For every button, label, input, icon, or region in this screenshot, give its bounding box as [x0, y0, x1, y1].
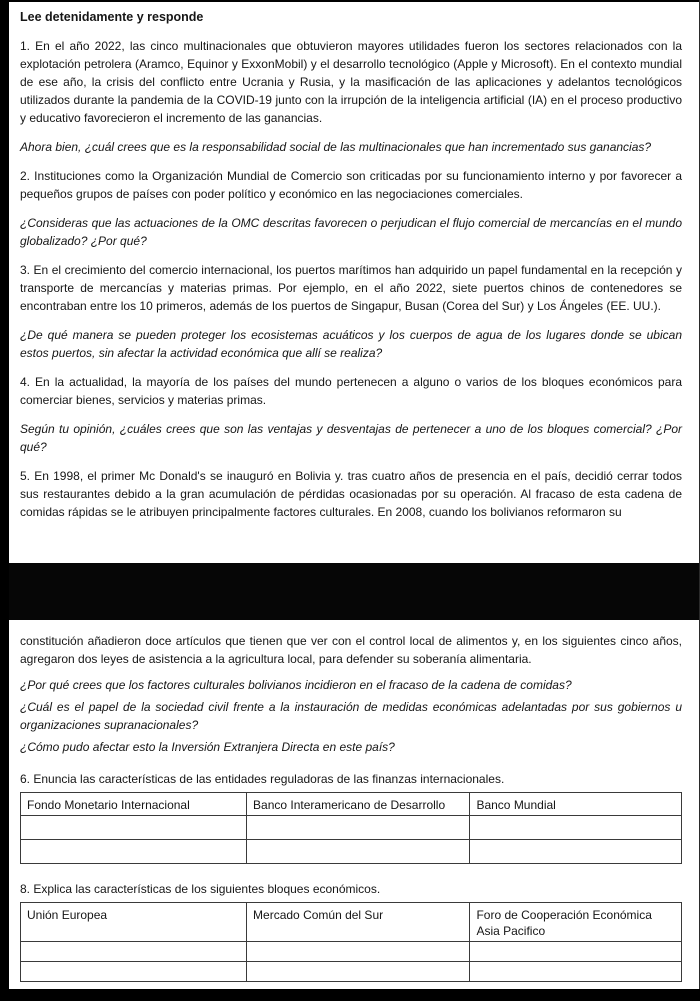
exercise-4-text: 4. En la actualidad, la mayoría de los países del mundo pertenecen a alguno o varios de los bloques económicos para comerciar bienes, servicios y materias primas. [20, 375, 682, 407]
economic-blocs-table [20, 902, 682, 982]
answer-cell [21, 942, 247, 962]
answer-row [21, 840, 682, 864]
answer-cell [247, 942, 470, 962]
exercise-5-text-part-1: 5. En 1998, el primer Mc Donald's se inauguró en Bolivia y. tras cuatro años de presencia en el país, decidió cerrar todos sus restaurantes debido a la gran acumulación de pérdidas ocasionadas por su operación. Al fracaso de esta cadena de comidas rápidas se le atribuyen principalmente factores culturales. En 2008, cuando los bolivianos reformaron su [20, 469, 682, 519]
scan-edge-left [0, 0, 9, 1001]
header-cell-bid: Banco Interamericano de Desarrollo [247, 793, 470, 816]
header-cell-fmi: Fondo Monetario Internacional [21, 793, 247, 816]
exercise-1-text: 1. En el año 2022, las cinco multinacionales que obtuvieron mayores utilidades fueron los sectores relacionados con la explotación petrolera (Aramco, Equinor y ExxonMobil) y el desarrollo tecnológico (Apple y Microsoft). En el contexto mundial de ese año, la crisis del conflicto entre Ucrania y Rusia, y la masificación de las aplicaciones y adelantos tecnológicos utilizados durante la pandemia de la COVID-19 junto con la irrupción de la inteligencia artificial (IA) en el proceso productivo y educativo favorecieron el incremento de las ganancias. [20, 39, 682, 125]
answer-cell [21, 962, 247, 982]
header-cell-apec: Foro de Cooperación Económica Asia Pacifico [470, 903, 682, 942]
answer-cell [470, 816, 682, 840]
page-title: Lee detenidamente y responde [20, 10, 204, 24]
exercise-5-text-part-2: constitución añadieron doce artículos que tienen que ver con el control local de alimentos y, en los siguientes cinco años, agregaron dos leyes de asistencia a la agricultura local, para defender su soberanía alimentaria. [20, 634, 682, 666]
answer-row [21, 942, 682, 962]
answer-cell [470, 962, 682, 982]
header-cell-union-europea: Unión Europea [21, 903, 247, 942]
exercise-5-question-2: ¿Cuál es el papel de la sociedad civil frente a la instauración de medidas económicas adelantadas por sus gobiernos u organizaciones supranacionales? [20, 700, 682, 732]
header-cell-banco-mundial: Banco Mundial [470, 793, 682, 816]
exercise-4-question: Según tu opinión, ¿cuáles crees que son las ventajas y desventajas de pertenecer a uno de los bloques comercial? ¿Por qué? [20, 422, 682, 454]
exercise-2-question: ¿Consideras que las actuaciones de la OMC descritas favorecen o perjudican el flujo comercial de mercancías en el mundo globalizado? ¿Por qué? [20, 216, 682, 248]
finance-entities-header-row [21, 793, 682, 816]
answer-cell [470, 840, 682, 864]
exercise-1-question: Ahora bien, ¿cuál crees que es la responsabilidad social de las multinacionales que han incrementado sus ganancias? [20, 140, 652, 154]
page-break-band [0, 563, 700, 620]
exercise-3-question: ¿De qué manera se pueden proteger los ecosistemas acuáticos y los cuerpos de agua de los lugares donde se ubican estos puertos, sin afectar la actividad económica que allí se realiza? [20, 328, 682, 360]
answer-row [21, 962, 682, 982]
header-cell-mercosur: Mercado Común del Sur [247, 903, 470, 942]
answer-cell [21, 816, 247, 840]
economic-blocs-header-row [21, 903, 682, 942]
answer-row [21, 816, 682, 840]
answer-cell [247, 962, 470, 982]
answer-cell [21, 840, 247, 864]
scan-edge-bottom [0, 989, 700, 1001]
finance-entities-table [20, 792, 682, 864]
scan-edge-top [0, 0, 700, 2]
exercise-2-text: 2. Instituciones como la Organización Mundial de Comercio son criticadas por su funcionamiento interno y por favorecer a pequeños grupos de países con poder político y económico en las negociaciones comerciales. [20, 169, 682, 201]
answer-cell [247, 840, 470, 864]
exercise-6-text: 6. Enuncia las características de las entidades reguladoras de las finanzas internacionales. [20, 772, 505, 786]
answer-cell [247, 816, 470, 840]
exercise-5-question-3: ¿Cómo pudo afectar esto la Inversión Extranjera Directa en este país? [20, 740, 395, 754]
exercise-5-question-1: ¿Por qué crees que los factores culturales bolivianos incidieron en el fracaso de la cadena de comidas? [20, 678, 572, 692]
worksheet-page-2 [0, 620, 700, 982]
exercise-3-text: 3. En el crecimiento del comercio internacional, los puertos marítimos han adquirido un papel fundamental en la recepción y transporte de mercancías y materias primas. Por ejemplo, en el año 2022, siete puertos chinos de contenedores se encontraban entre los 10 primeros, además de los puertos de Singapur, Busan (Corea del Sur) y Los Ángeles (EE. UU.). [20, 263, 682, 313]
answer-cell [470, 942, 682, 962]
exercise-8-text: 8. Explica las características de los siguientes bloques económicos. [20, 882, 381, 896]
